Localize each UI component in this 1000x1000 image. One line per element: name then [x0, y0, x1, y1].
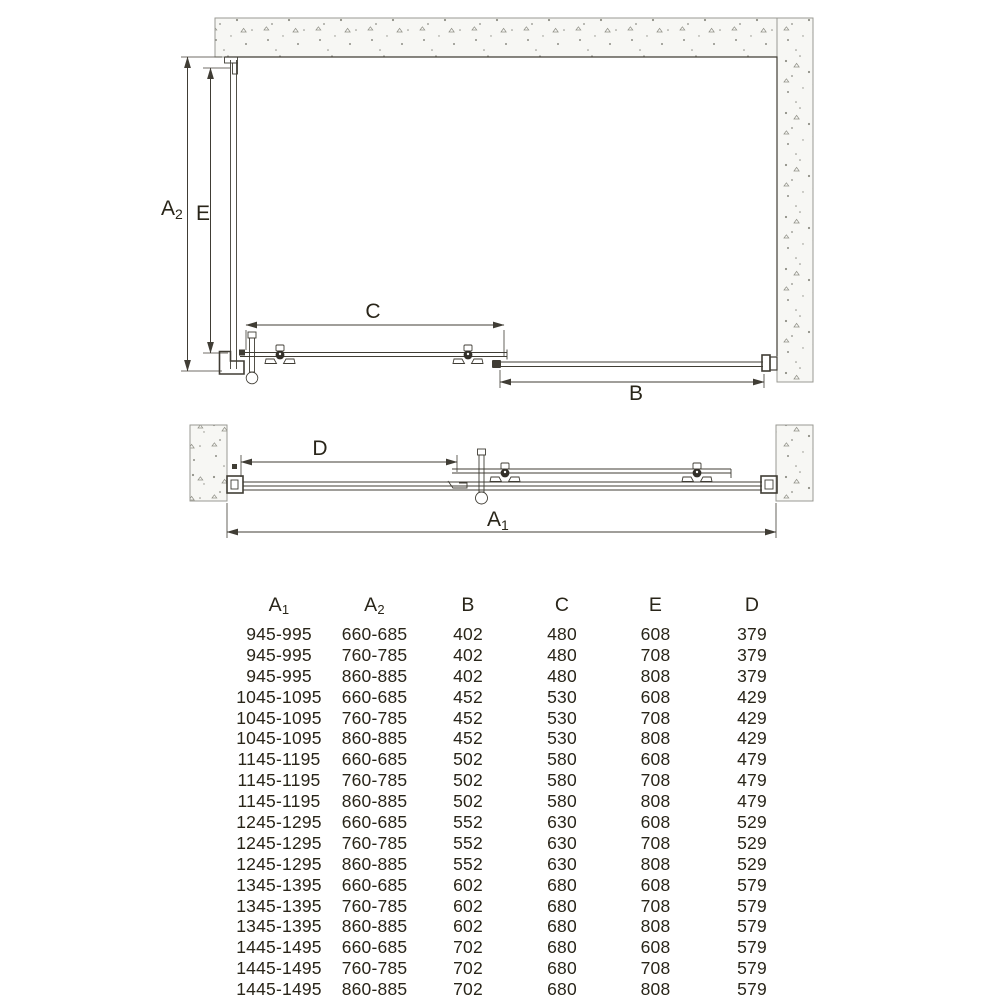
label-b: B: [628, 382, 644, 405]
table-cell: 860-885: [341, 665, 408, 686]
table-cell: 945-995: [246, 644, 312, 665]
door-handle: [246, 332, 258, 384]
table-cell: 680: [547, 916, 577, 937]
label-c: C: [365, 300, 381, 323]
table-row: [230, 791, 802, 812]
top-wall: [215, 18, 806, 57]
table-cell: 402: [453, 665, 483, 686]
table-cell: 808: [640, 979, 671, 1000]
table-cell: 429: [737, 728, 767, 749]
table-cell: 502: [453, 791, 483, 812]
table-cell: 579: [737, 979, 767, 1000]
table-cell: 479: [737, 749, 767, 770]
dim-e: [196, 68, 230, 353]
sliding-door: [239, 332, 507, 384]
table-cell: 760-785: [341, 644, 408, 665]
label-d: D: [312, 437, 328, 460]
table-cell: 630: [547, 811, 577, 832]
table-cell: 1445-1495: [236, 958, 322, 979]
room-inner-edge: [225, 57, 777, 356]
table-header-a2: $A_2$: [364, 593, 385, 617]
roller: [265, 345, 295, 364]
table-cell: 480: [547, 644, 577, 665]
table-cell: 1145-1195: [237, 749, 321, 770]
table-cell: 808: [640, 728, 671, 749]
fixed-panel: [492, 355, 777, 371]
roller: [682, 463, 712, 482]
door-handle: [476, 449, 488, 504]
table-cell: 702: [453, 979, 483, 1000]
table-cell: 580: [547, 749, 577, 770]
table-cell: 579: [737, 958, 767, 979]
table-cell: 945-995: [246, 623, 312, 644]
table-cell: 660-685: [341, 874, 408, 895]
table-row: [230, 854, 802, 875]
table-header-b: B: [461, 593, 475, 616]
table-cell: 1445-1495: [236, 979, 322, 1000]
table-cell: 1045-1095: [236, 707, 322, 728]
roller: [453, 345, 483, 364]
table-row: [230, 812, 802, 833]
table-cell: 608: [640, 937, 671, 958]
table-row: [230, 749, 802, 770]
table-cell: 660-685: [341, 623, 408, 644]
right-wall: [777, 18, 813, 382]
table-cell: 708: [640, 644, 671, 665]
table-cell: 379: [737, 665, 767, 686]
table-body: [230, 624, 802, 1000]
table-cell: 602: [453, 916, 483, 937]
dim-a1: [227, 503, 776, 538]
table-cell: 552: [453, 811, 483, 832]
table-cell: 579: [737, 874, 767, 895]
table-cell: 680: [547, 895, 577, 916]
table-cell: 479: [737, 791, 767, 812]
table-cell: 1045-1095: [236, 686, 322, 707]
table-header-e: E: [648, 593, 663, 616]
table-cell: 579: [737, 937, 767, 958]
table-cell: 608: [640, 874, 671, 895]
table-row: [230, 645, 802, 666]
table-cell: 479: [737, 770, 767, 791]
plan-view: [161, 18, 813, 405]
table-row: [230, 624, 802, 645]
table-cell: 579: [737, 916, 767, 937]
table-cell: 608: [640, 623, 671, 644]
table-cell: 1245-1295: [236, 853, 322, 874]
table-cell: 530: [547, 707, 577, 728]
table-cell: 760-785: [341, 958, 408, 979]
table-cell: 630: [547, 853, 577, 874]
table-cell: 680: [547, 874, 577, 895]
wall-profiles: [227, 464, 777, 493]
table-cell: 660-685: [341, 811, 408, 832]
table-header-row: [230, 592, 802, 618]
table-cell: 708: [640, 770, 671, 791]
table-row: [230, 937, 802, 958]
table-cell: 808: [640, 791, 671, 812]
table-header-a1: $A_1$: [268, 593, 290, 617]
table-cell: 760-785: [341, 770, 408, 791]
table-cell: 502: [453, 770, 483, 791]
table-row: [230, 687, 802, 708]
table-cell: 660-685: [341, 749, 408, 770]
table-cell: 529: [737, 811, 767, 832]
side-panel: [220, 57, 245, 374]
table-cell: 680: [547, 958, 577, 979]
table-cell: 1445-1495: [236, 937, 322, 958]
table-cell: 402: [453, 644, 483, 665]
table-cell: 1145-1195: [237, 791, 321, 812]
table-cell: 529: [737, 832, 767, 853]
table-row: [230, 979, 802, 1000]
door-stop: [239, 350, 245, 356]
table-row: [230, 728, 802, 749]
table-cell: 760-785: [341, 707, 408, 728]
table-cell: 708: [640, 707, 671, 728]
table-cell: 760-785: [341, 895, 408, 916]
table-cell: 1345-1395: [236, 874, 322, 895]
table-cell: 708: [640, 958, 671, 979]
table-cell: 529: [737, 853, 767, 874]
sliding-door-front: [448, 449, 731, 504]
table-cell: 530: [547, 686, 577, 707]
table-row: [230, 896, 802, 917]
table-cell: 860-885: [341, 979, 408, 1000]
table-cell: 379: [737, 623, 767, 644]
table-cell: 608: [640, 811, 671, 832]
table-cell: 660-685: [341, 937, 408, 958]
table-cell: 808: [640, 916, 671, 937]
dim-c: [246, 300, 504, 356]
label-a1: A1: [487, 508, 509, 533]
roller: [490, 463, 520, 482]
table-cell: 379: [737, 644, 767, 665]
table-cell: 552: [453, 832, 483, 853]
table-cell: 945-995: [246, 665, 312, 686]
table-cell: 429: [737, 686, 767, 707]
table-cell: 530: [547, 728, 577, 749]
table-cell: 402: [453, 623, 483, 644]
table-cell: 860-885: [341, 916, 408, 937]
table-cell: 702: [453, 937, 483, 958]
table-header-d: D: [744, 593, 760, 616]
table-cell: 602: [453, 874, 483, 895]
table-cell: 608: [640, 686, 671, 707]
wall-profile: [762, 355, 770, 371]
dim-d: [241, 437, 457, 477]
left-wall-block: [190, 425, 227, 501]
table-row: [230, 770, 802, 791]
dim-b: [500, 370, 764, 405]
table-header-c: C: [554, 593, 570, 616]
table-cell: 1245-1295: [236, 811, 322, 832]
label-a2: A2: [161, 197, 183, 222]
table-row: [230, 708, 802, 729]
label-e: E: [196, 202, 211, 225]
table-cell: 1345-1395: [236, 895, 322, 916]
dim-a2: [161, 57, 222, 371]
table-cell: 579: [737, 895, 767, 916]
table-cell: 680: [547, 979, 577, 1000]
table-cell: 580: [547, 791, 577, 812]
table-cell: 480: [547, 623, 577, 644]
table-cell: 702: [453, 958, 483, 979]
front-view: [190, 425, 813, 538]
table-cell: 1245-1295: [236, 832, 322, 853]
table-cell: 630: [547, 832, 577, 853]
table-cell: 680: [547, 937, 577, 958]
table-cell: 452: [453, 707, 483, 728]
table-cell: 860-885: [341, 791, 408, 812]
table-cell: 708: [640, 832, 671, 853]
table-cell: 602: [453, 895, 483, 916]
table-cell: 452: [453, 686, 483, 707]
table-cell: 660-685: [341, 686, 408, 707]
table-cell: 808: [640, 853, 671, 874]
table-cell: 808: [640, 665, 671, 686]
table-cell: 480: [547, 665, 577, 686]
table-cell: 502: [453, 749, 483, 770]
table-row: [230, 916, 802, 937]
table-cell: 1145-1195: [237, 770, 321, 791]
table-cell: 452: [453, 728, 483, 749]
table-row: [230, 875, 802, 896]
table-cell: 708: [640, 895, 671, 916]
table-cell: 860-885: [341, 853, 408, 874]
table-cell: 608: [640, 749, 671, 770]
table-cell: 1345-1395: [236, 916, 322, 937]
table-cell: 760-785: [341, 832, 408, 853]
dimension-table: [230, 592, 802, 1000]
table-cell: 860-885: [341, 728, 408, 749]
table-row: [230, 833, 802, 854]
table-row: [230, 958, 802, 979]
panel-clamp: [492, 360, 501, 368]
table-cell: 1045-1095: [236, 728, 322, 749]
right-wall-block: [776, 425, 813, 501]
bottom-rail: [243, 482, 762, 490]
table-cell: 429: [737, 707, 767, 728]
table-cell: 552: [453, 853, 483, 874]
table-cell: 580: [547, 770, 577, 791]
table-row: [230, 666, 802, 687]
